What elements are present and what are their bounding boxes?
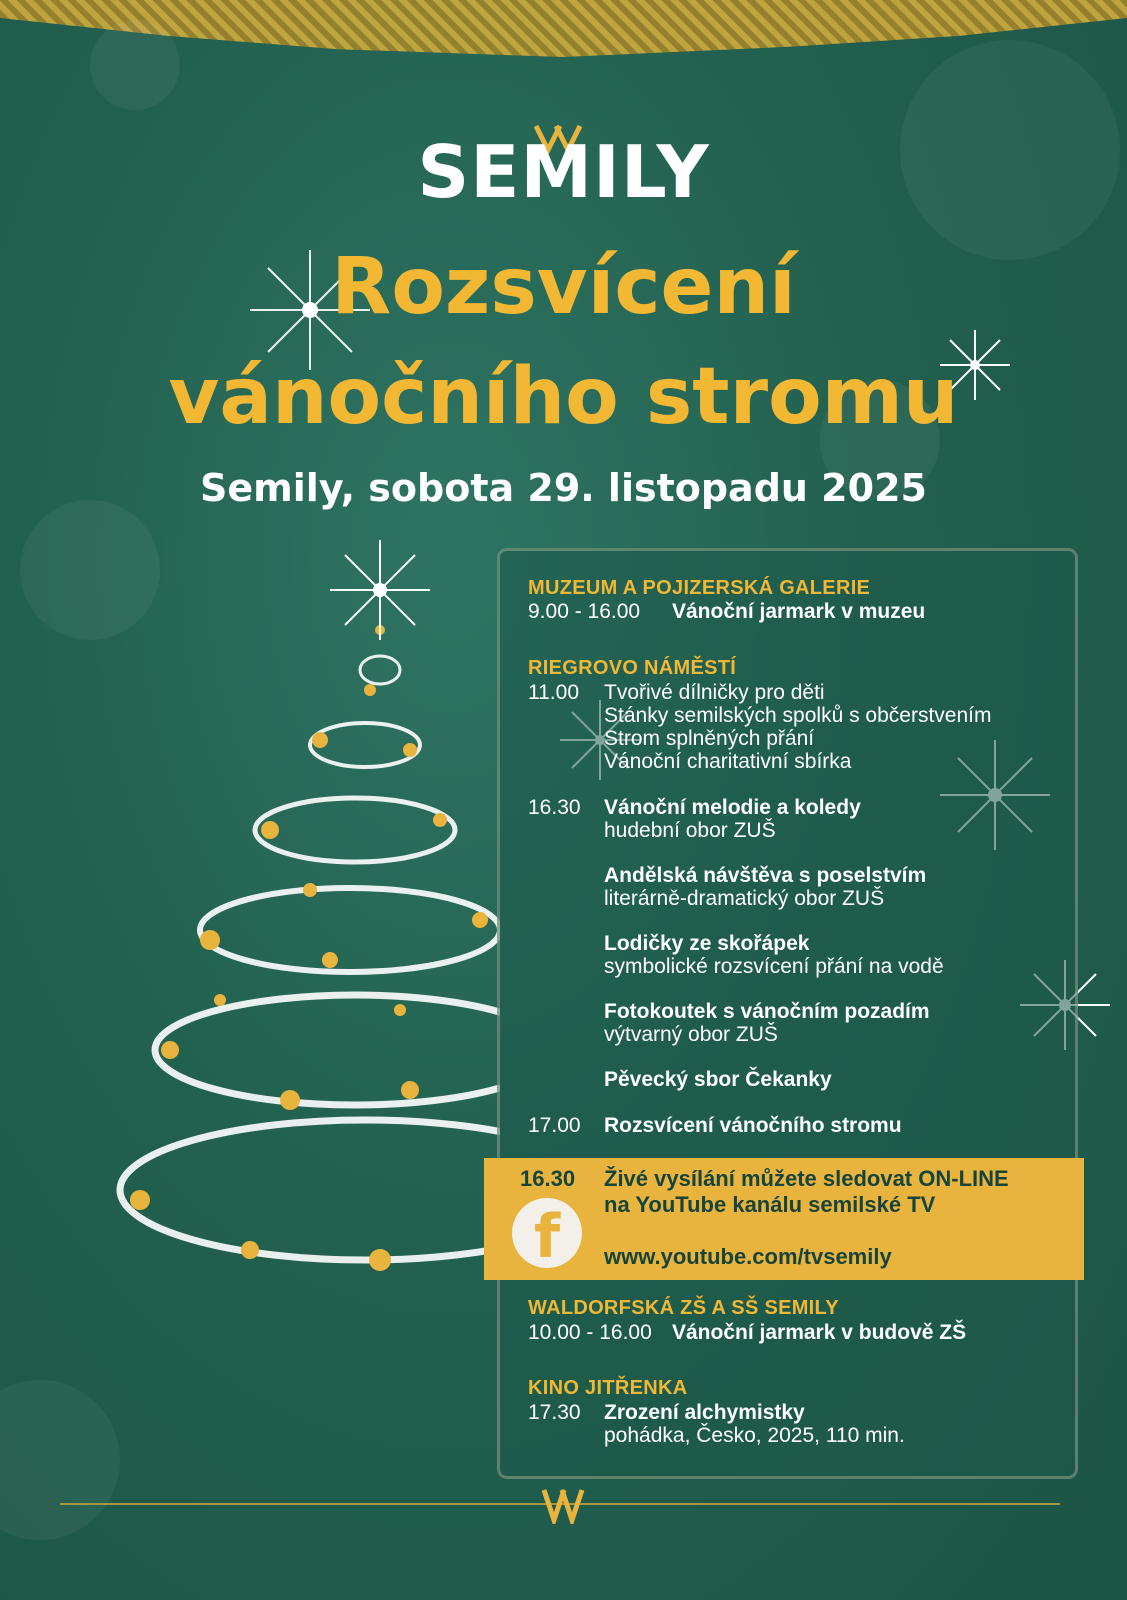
event-item: Vánoční charitativní sbírka bbox=[604, 750, 852, 773]
event-title: Zrození alchymistky bbox=[604, 1401, 805, 1424]
event-time: 10.00 - 16.00 bbox=[528, 1321, 652, 1344]
event-item: Strom splněných přání bbox=[604, 727, 815, 750]
bokeh-circle bbox=[90, 20, 180, 110]
event-title: Vánoční jarmark v muzeu bbox=[672, 600, 926, 623]
facebook-icon[interactable]: f bbox=[512, 1198, 582, 1268]
event-title: Rozsvícení vánočního stromu bbox=[604, 1114, 902, 1137]
event-time: 17.30 bbox=[528, 1401, 581, 1424]
youtube-link[interactable]: www.youtube.com/tvsemily bbox=[604, 1244, 892, 1269]
event-title: Vánoční melodie a koledy bbox=[604, 796, 861, 819]
event-subtitle: literárně-dramatický obor ZUŠ bbox=[604, 887, 885, 910]
event-time: 17.00 bbox=[528, 1114, 581, 1137]
event-date: Semily, sobota 29. listopadu 2025 bbox=[200, 466, 927, 510]
event-title: Lodičky ze skořápek bbox=[604, 932, 810, 955]
section-heading-waldorf: WALDORFSKÁ ZŠ A SŠ SEMILY bbox=[528, 1297, 839, 1319]
event-title-line1: Rozsvícení bbox=[331, 242, 796, 332]
event-time: 16.30 bbox=[528, 796, 581, 819]
event-subtitle: pohádka, Česko, 2025, 110 min. bbox=[604, 1424, 905, 1447]
event-item: Tvořivé dílničky pro děti bbox=[604, 681, 825, 704]
christmas-tree-spiral bbox=[80, 600, 500, 1420]
event-item: Stánky semilských spolků s občerstvením bbox=[604, 704, 992, 727]
event-subtitle: symbolické rozsvícení přání na vodě bbox=[604, 955, 944, 978]
event-subtitle: hudební obor ZUŠ bbox=[604, 819, 776, 842]
live-line2: na YouTube kanálu semilské TV bbox=[604, 1192, 936, 1217]
section-heading-museum: MUZEUM A POJIZERSKÁ GALERIE bbox=[528, 577, 871, 599]
section-heading-cinema: KINO JITŘENKA bbox=[528, 1377, 688, 1399]
event-title: Pěvecký sbor Čekanky bbox=[604, 1068, 832, 1091]
semily-logo-mark-icon bbox=[542, 1488, 586, 1524]
section-heading-square: RIEGROVO NÁMĚSTÍ bbox=[528, 657, 737, 679]
event-subtitle: výtvarný obor ZUŠ bbox=[604, 1023, 778, 1046]
event-title: Andělská návštěva s poselstvím bbox=[604, 864, 927, 887]
semily-logo: SEMILY bbox=[417, 130, 710, 214]
event-title-line2: vánočního stromu bbox=[168, 352, 959, 442]
event-title: Fotokoutek s vánočním pozadím bbox=[604, 1000, 930, 1023]
event-time: 11.00 bbox=[528, 681, 579, 704]
live-time: 16.30 bbox=[520, 1166, 576, 1191]
event-time: 9.00 - 16.00 bbox=[528, 600, 641, 623]
live-line1: Živé vysílání můžete sledovat ON-LINE bbox=[604, 1166, 1009, 1191]
sparkle-icon bbox=[330, 540, 430, 640]
event-title: Vánoční jarmark v budově ZŠ bbox=[672, 1321, 967, 1344]
